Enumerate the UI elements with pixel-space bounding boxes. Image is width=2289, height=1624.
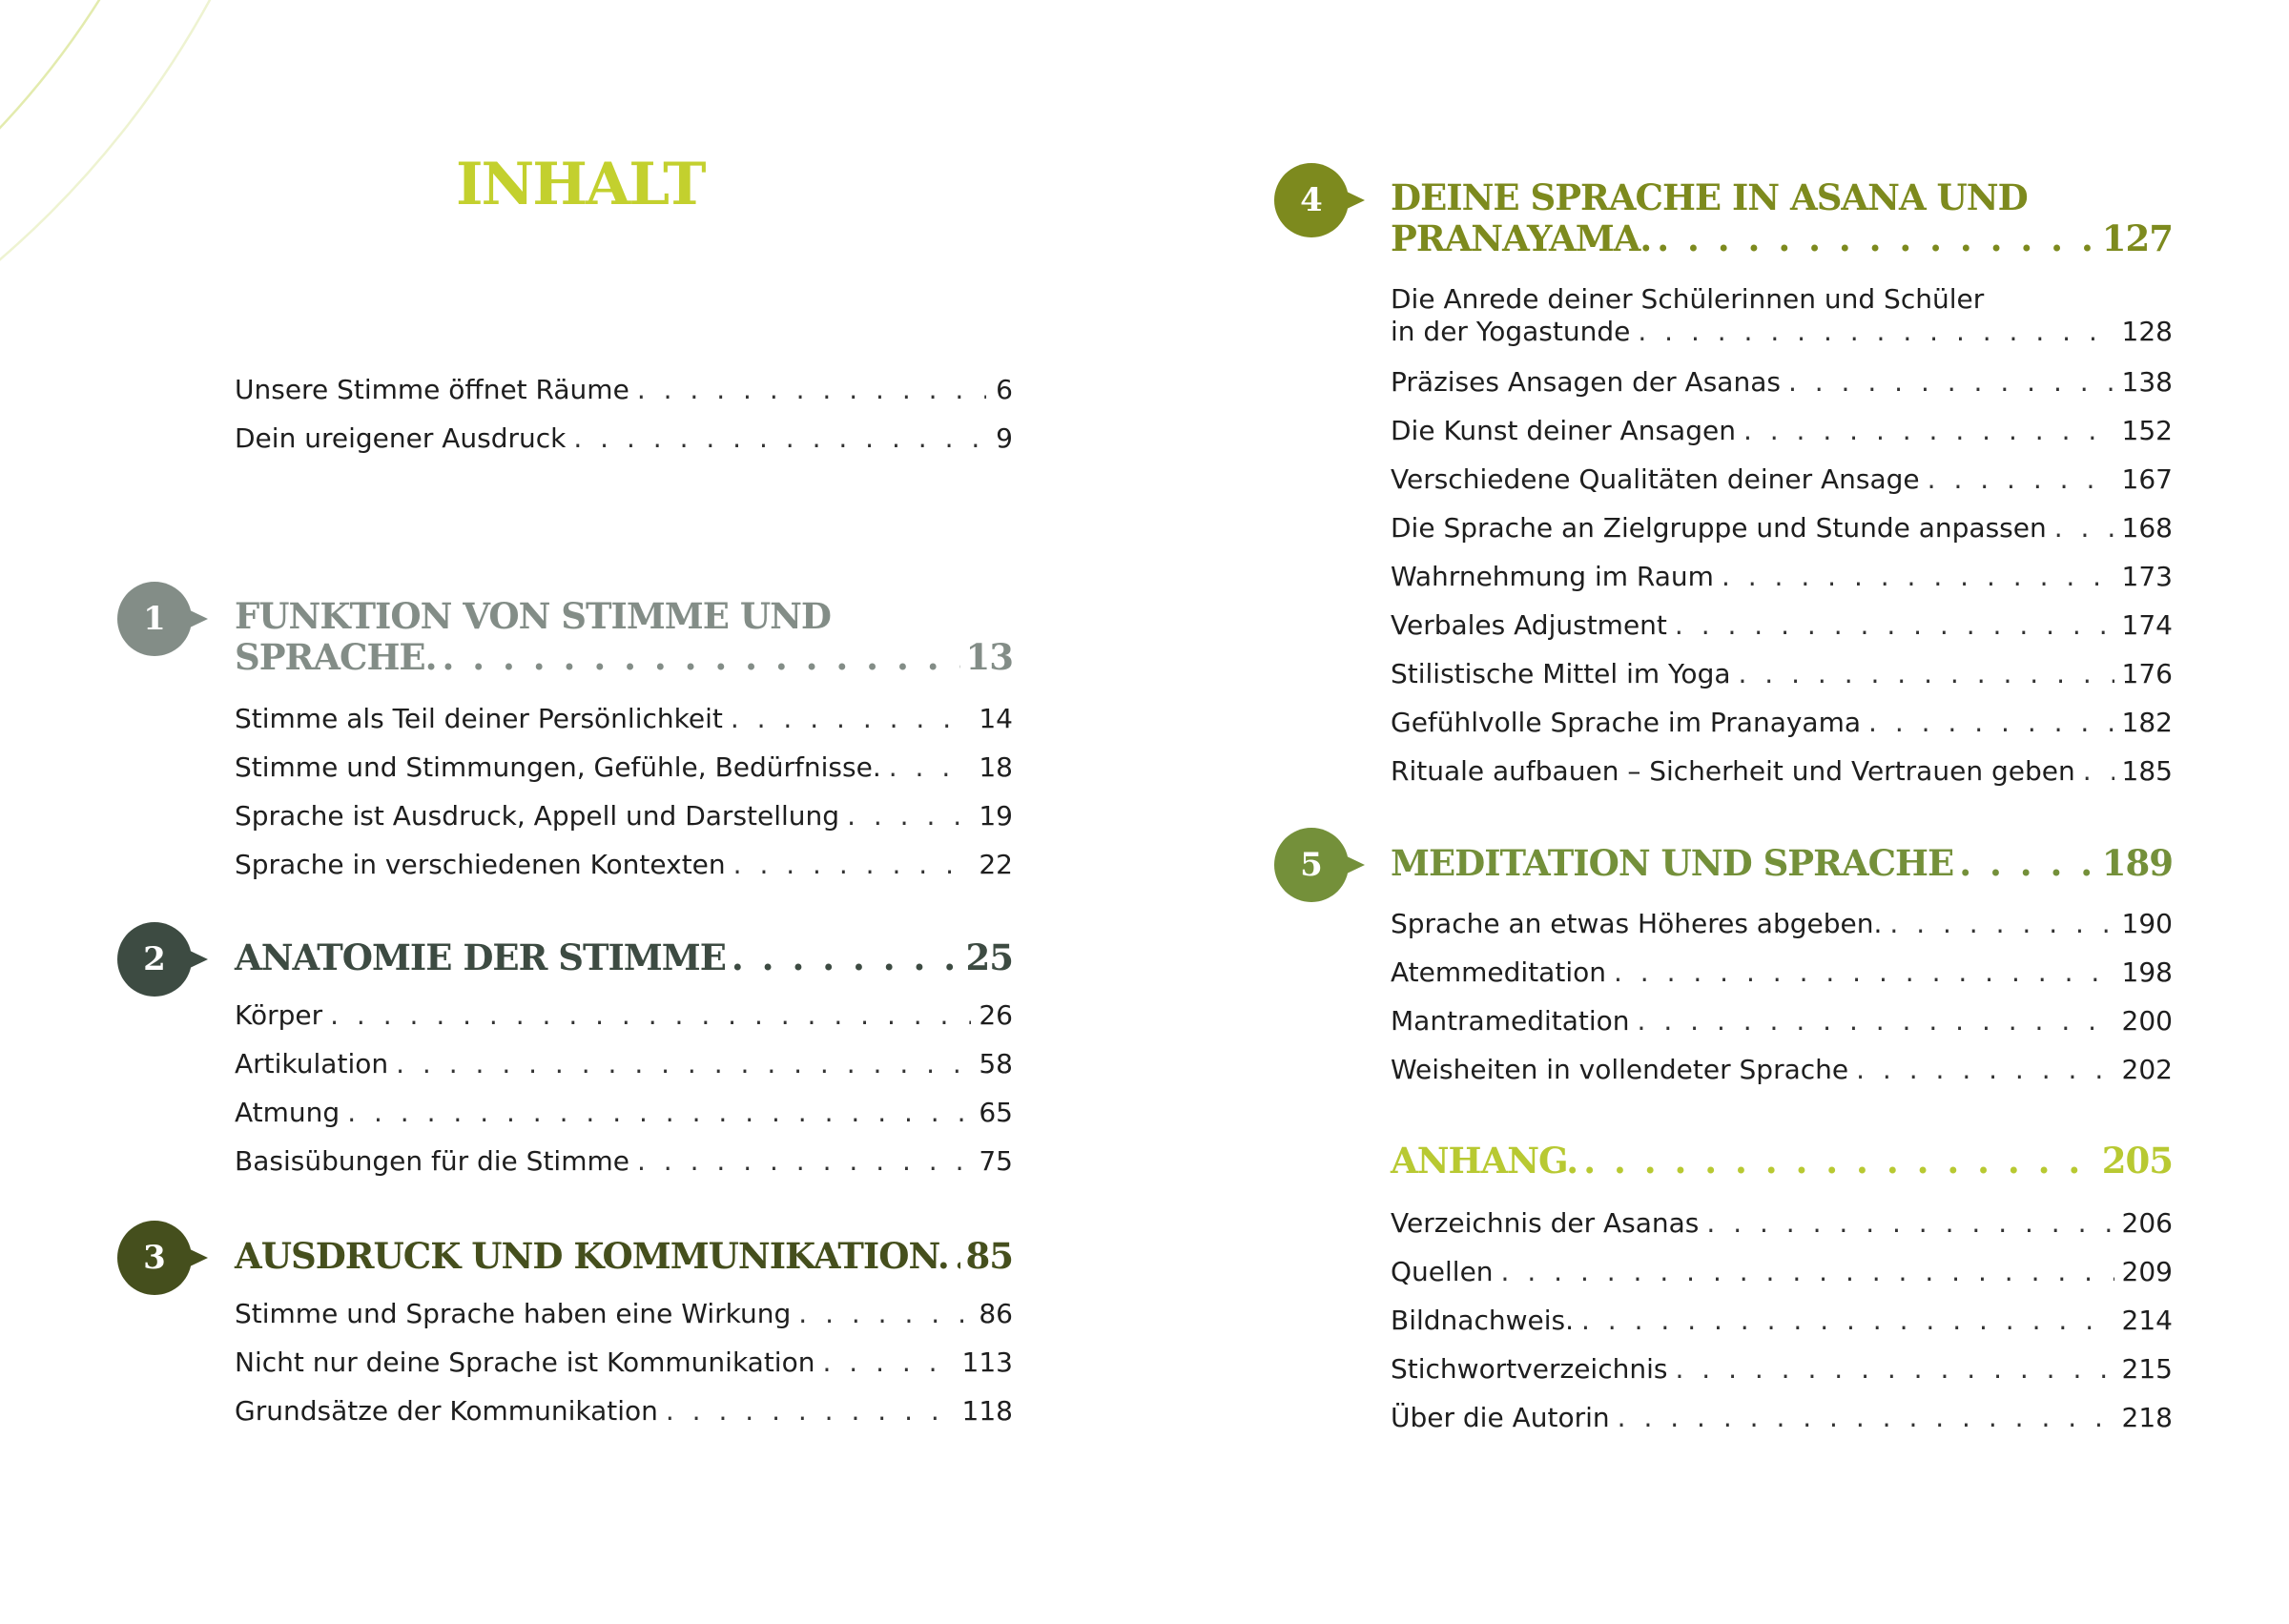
leader-dots (1722, 561, 2114, 593)
entry-label: Gefühlvolle Sprache im Pranayama (1391, 707, 1862, 738)
entry-page: 182 (2121, 707, 2173, 738)
chapter-title: MEDITATION UND SPRACHE (1391, 842, 1954, 884)
chapter-4-badge (1274, 163, 1366, 237)
leader-dots (2083, 755, 2114, 788)
entry-label: Stichwortverzeichnis (1391, 1353, 1668, 1385)
chapter-title-line1: DEINE SPRACHE IN ASANA UND (1391, 176, 2028, 218)
entry-label: Stilistische Mittel im Yoga (1391, 658, 1731, 689)
toc-entry[interactable] (1391, 1353, 2173, 1386)
leader-dots (1675, 609, 2114, 642)
entry-page: 218 (2121, 1402, 2173, 1433)
entry-label: Sprache ist Ausdruck, Appell und Darstellung (235, 800, 840, 832)
entry-page: 22 (979, 849, 1013, 880)
entry-label: Grundsätze der Kommunikation (235, 1395, 658, 1427)
entry-label: Verbales Adjustment (1391, 609, 1667, 641)
chapter-1-heading[interactable] (235, 596, 1013, 678)
leader-dots (396, 1048, 971, 1080)
toc-entry[interactable] (1391, 415, 2173, 447)
entry-label: Stimme und Stimmungen, Gefühle, Bedürfnisse. (235, 751, 881, 783)
entry-page: 138 (2121, 366, 2173, 398)
entry-label: Verzeichnis der Asanas (1391, 1207, 1700, 1239)
entry-page: 75 (979, 1145, 1013, 1177)
entry-page: 86 (979, 1298, 1013, 1329)
chapter-3-heading[interactable] (235, 1236, 1013, 1277)
toc-entry[interactable] (235, 1048, 1013, 1080)
chapter-title-line2: PRANAYAMA. (1391, 217, 1652, 259)
toc-entry[interactable] (235, 1298, 1013, 1330)
leader-dots (1638, 316, 2114, 348)
leader-dots (1614, 956, 2114, 989)
entry-page: 185 (2121, 755, 2173, 787)
entry-label: Weisheiten in vollendeter Sprache (1391, 1054, 1849, 1085)
toc-entry[interactable] (235, 1346, 1013, 1379)
toc-entry[interactable] (1391, 658, 2173, 690)
entry-label: Atemmeditation (1391, 956, 1606, 988)
chapter-2-badge (117, 922, 209, 997)
toc-entry[interactable] (1391, 707, 2173, 739)
leader-dots (1618, 1402, 2114, 1434)
leader-dots (1743, 415, 2114, 447)
entry-label-line1: Die Anrede deiner Schülerinnen und Schüler (1391, 283, 1985, 315)
toc-entry[interactable] (1391, 512, 2173, 545)
entry-page: 18 (979, 751, 1013, 783)
leader-dots (1581, 1305, 2114, 1337)
leader-dots (330, 999, 971, 1032)
chapter-title: AUSDRUCK UND KOMMUNIKATION. (235, 1235, 949, 1277)
chapter-5-badge (1274, 828, 1366, 902)
entry-label: Verschiedene Qualitäten deiner Ansage (1391, 463, 1920, 495)
entry-page: 214 (2121, 1305, 2173, 1336)
page-title: INHALT (456, 151, 705, 218)
chapter-page: 25 (965, 936, 1013, 978)
toc-entry[interactable] (235, 1395, 1013, 1428)
leader-dots (1675, 1353, 2114, 1386)
leader-dots (347, 1097, 971, 1129)
leader-dots (1959, 843, 2096, 884)
toc-entry[interactable] (1391, 755, 2173, 788)
leader-dots (732, 937, 960, 978)
entry-page: 206 (2121, 1207, 2173, 1239)
entry-page: 190 (2121, 908, 2173, 939)
chapter-4-heading[interactable] (1391, 177, 2173, 259)
entry-label: Atmung (235, 1097, 340, 1128)
entry-page: 174 (2121, 609, 2173, 641)
leader-dots (666, 1395, 955, 1428)
leader-dots (1583, 1141, 2096, 1182)
chapter-title: ANATOMIE DER STIMME (235, 936, 726, 978)
toc-entry[interactable] (1391, 366, 2173, 399)
leader-dots (889, 751, 972, 784)
leader-dots (1657, 218, 2096, 259)
toc-entry[interactable] (235, 1145, 1013, 1178)
chapter-5-heading[interactable] (1391, 843, 2173, 884)
entry-label: Die Sprache an Zielgruppe und Stunde anpassen (1391, 512, 2047, 544)
leader-dots (637, 374, 986, 406)
toc-entry[interactable] (1391, 1054, 2173, 1086)
chapter-number: 2 (143, 940, 166, 978)
chapter-number: 5 (1300, 846, 1323, 884)
entry-page: 173 (2121, 561, 2173, 592)
entry-page: 14 (979, 703, 1013, 734)
entry-label: Sprache an etwas Höheres abgeben. (1391, 908, 1883, 939)
entry-label: Basisübungen für die Stimme (235, 1145, 629, 1177)
leader-dots (1856, 1054, 2114, 1086)
entry-page: 167 (2121, 463, 2173, 495)
chapter-1-badge (117, 582, 209, 656)
chapter-number: 1 (143, 600, 166, 638)
entry-label: Bildnachweis. (1391, 1305, 1574, 1336)
entry-label: Unsere Stimme öffnet Räume (235, 374, 629, 405)
toc-entry[interactable] (1391, 908, 2173, 940)
decorative-arcs (0, 0, 439, 420)
toc-entry[interactable] (235, 374, 1013, 406)
entry-label: Artikulation (235, 1048, 389, 1079)
entry-page: 202 (2121, 1054, 2173, 1085)
entry-page: 118 (961, 1395, 1013, 1427)
toc-entry[interactable] (235, 800, 1013, 833)
appendix-heading[interactable] (1391, 1141, 2173, 1182)
entry-page: 65 (979, 1097, 1013, 1128)
entry-page: 6 (996, 374, 1013, 405)
toc-entry[interactable] (1391, 609, 2173, 642)
entry-page: 168 (2121, 512, 2173, 544)
toc-entry[interactable] (235, 1097, 1013, 1129)
leader-dots (1739, 658, 2114, 690)
entry-label: Mantrameditation (1391, 1005, 1630, 1037)
entry-label: Stimme und Sprache haben eine Wirkung (235, 1298, 792, 1329)
leader-dots (731, 703, 972, 735)
leader-dots (1788, 366, 2114, 399)
chapter-3-badge (117, 1221, 209, 1295)
leader-dots (1706, 1207, 2114, 1240)
entry-page: 200 (2121, 1005, 2173, 1037)
leader-dots (1928, 463, 2114, 496)
appendix-page: 205 (2101, 1140, 2173, 1182)
toc-entry[interactable] (1391, 561, 2173, 593)
entry-label: Stimme als Teil deiner Persönlichkeit (235, 703, 723, 734)
toc-entry[interactable] (1391, 283, 2173, 348)
leader-dots (847, 800, 971, 833)
toc-entry[interactable] (235, 703, 1013, 735)
leader-dots (1889, 908, 2114, 940)
toc-entry[interactable] (1391, 956, 2173, 989)
leader-dots (1501, 1256, 2114, 1288)
entry-page: 26 (979, 999, 1013, 1031)
toc-entry[interactable] (235, 422, 1013, 455)
toc-entry[interactable] (1391, 463, 2173, 496)
entry-page: 198 (2121, 956, 2173, 988)
toc-entry[interactable] (235, 999, 1013, 1032)
chapter-number: 3 (143, 1239, 166, 1277)
appendix-title: ANHANG. (1391, 1140, 1578, 1182)
entry-label: Dein ureigener Ausdruck (235, 422, 567, 454)
toc-entry[interactable] (1391, 1305, 2173, 1337)
entry-label: Wahrnehmung im Raum (1391, 561, 1714, 592)
leader-dots (798, 1298, 971, 1330)
entry-page: 113 (961, 1346, 1013, 1378)
chapter-page: 13 (965, 636, 1013, 678)
entry-label: Die Kunst deiner Ansagen (1391, 415, 1736, 446)
toc-entry[interactable] (1391, 1207, 2173, 1240)
chapter-page: 85 (965, 1235, 1013, 1277)
entry-label: Über die Autorin (1391, 1402, 1610, 1433)
toc-entry[interactable] (1391, 1256, 2173, 1288)
leader-dots (955, 1236, 960, 1277)
entry-label: Präzises Ansagen der Asanas (1391, 366, 1781, 398)
entry-page: 176 (2121, 658, 2173, 689)
chapter-title-line1: FUNKTION VON STIMME UND (235, 595, 832, 637)
entry-page: 209 (2121, 1256, 2173, 1287)
chapter-title-line2: SPRACHE. (235, 636, 437, 678)
toc-entry[interactable] (235, 849, 1013, 881)
chapter-page: 189 (2101, 842, 2173, 884)
leader-dots (822, 1346, 954, 1379)
entry-page: 58 (979, 1048, 1013, 1079)
entry-page: 152 (2121, 415, 2173, 446)
chapter-number: 4 (1300, 181, 1323, 219)
toc-entry[interactable] (1391, 1402, 2173, 1434)
leader-dots (637, 1145, 971, 1178)
entry-label: in der Yogastunde (1391, 316, 1631, 347)
leader-dots (2054, 512, 2114, 545)
toc-entry[interactable] (1391, 1005, 2173, 1038)
chapter-2-heading[interactable] (235, 937, 1013, 978)
entry-label: Quellen (1391, 1256, 1494, 1287)
leader-dots (443, 637, 960, 678)
entry-page: 215 (2121, 1353, 2173, 1385)
entry-label: Körper (235, 999, 323, 1031)
chapter-page: 127 (2101, 217, 2173, 259)
entry-label: Sprache in verschiedenen Kontexten (235, 849, 726, 880)
toc-entry[interactable] (235, 751, 1013, 784)
entry-page: 128 (2121, 316, 2173, 347)
leader-dots (733, 849, 972, 881)
entry-label: Rituale aufbauen – Sicherheit und Vertrauen geben (1391, 755, 2075, 787)
leader-dots (1638, 1005, 2114, 1038)
leader-dots (573, 422, 986, 455)
entry-page: 19 (979, 800, 1013, 832)
entry-page: 9 (996, 422, 1013, 454)
leader-dots (1868, 707, 2114, 739)
entry-label: Nicht nur deine Sprache ist Kommunikation (235, 1346, 815, 1378)
